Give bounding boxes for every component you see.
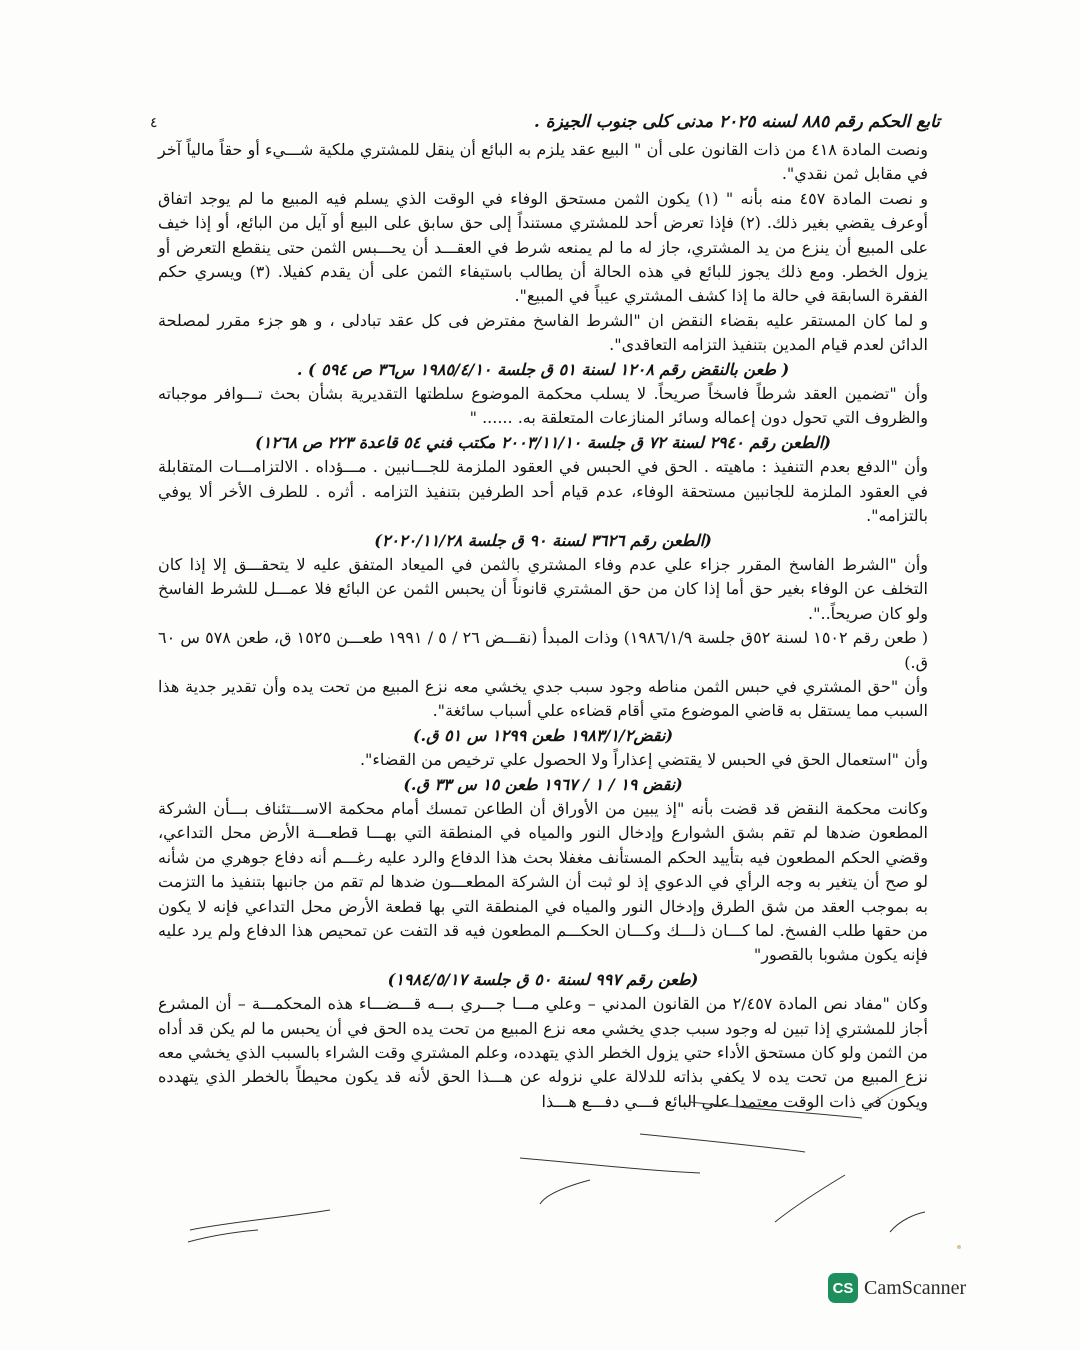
body-paragraph: و لما كان المستقر عليه بقضاء النقض ان "الشرط الفاسخ مفترض فى كل عقد تبادلى ، و هو جزء مقرر لمصلحة الدائن لعدم قيام المدين بتنفيذ التزامه التعاقدى". bbox=[158, 310, 928, 355]
document-body bbox=[158, 138, 928, 1114]
citation-line: (طعن رقم ٩٩٧ لسنة ٥٠ ق جلسة ١٩٨٤/٥/١٧) bbox=[387, 969, 699, 989]
body-paragraph: و نصت المادة ٤٥٧ منه بأنه " (١) يكون الثمن مستحق الوفاء في الوقت الذي يسلم فيه المبيع ما لم يوجد اتفاق أوعرف يقضي بغير ذلك. (٢) فإذا تعرض أحد للمشتري مستنداً إلى حق سابق على البيع أو آيل من البائع، أو إذا خيف على المبيع أن ينزع من يد المشتري، جاز له ما لم يمنعه شرط في العقـــد أن يحـــبس الثمن حتى ينقطع التعرض أو يزول الخطر. ومع ذلك يجوز للبائع في هذه الحالة أن يطالب باستيفاء الثمن على أن يقدم كفيلا. (٣) ويسري حكم الفقرة السابقة في حالة ما إذا كشف المشتري عيباً في المبيع". bbox=[158, 188, 929, 306]
body-paragraph: وأن "الدفع بعدم التنفيذ : ماهيته . الحق في الحبس في العقود الملزمة للجـــانبين . مـــؤداه . الالتزامـــات المتقابلة في العقود الملزمة للجانبين مستحقة الوفاء، عدم قيام أحد الطرفين بتنفيذ التزامه . أثره . للطرف الأخر ألا يوفي بالتزامه". bbox=[158, 457, 929, 526]
body-paragraph: ( طعن رقم ١٥٠٢ لسنة ٥٢ق جلسة ١٩٨٦/١/٩) وذات المبدأ (نقـــض ٢٦ / ٥ / ١٩٩١ طعـــن ١٥٢٥ ق، طعن ٥٧٨ س ٦٠ ق.) bbox=[158, 628, 929, 672]
body-paragraph: وأن "تضمين العقد شرطاً فاسخاً صريحاً. لا يسلب محكمة الموضوع سلطتها التقديرية بشأن بحث تـــوافر موجباته والظروف التي تحول دون إعماله وسائر المنازعات المتعلقة به. ...... " bbox=[158, 384, 929, 428]
citation-line: (الطعن رقم ٣٦٢٦ لسنة ٩٠ ق جلسة ٢٠٢٠/١١/٢٨) bbox=[374, 530, 712, 550]
camscanner-watermark bbox=[828, 1272, 966, 1304]
body-paragraph: ونصت المادة ٤١٨ من ذات القانون على أن " البيع عقد يلزم به البائع أن ينقل للمشتري ملكية شـــيء أو حقاً مالياً آخر في مقابل ثمن نقدي". bbox=[158, 140, 929, 184]
camscanner-logo-icon: CS bbox=[828, 1273, 858, 1303]
citation-line: ( طعن بالنقض رقم ١٢٠٨ لسنة ٥١ ق جلسة ١٩٨٥/٤/١٠ س٣٦ ص ٥٩٤ ) . bbox=[296, 359, 790, 379]
body-paragraph: وأن "استعمال الحق في الحبس لا يقتضي إعذاراً ولا الحصول علي ترخيص من القضاء". bbox=[359, 750, 928, 770]
body-paragraph: وأن "حق المشتري في حبس الثمن مناطه وجود سبب جدي يخشي معه نزع المبيع من تحت يده وأن تقدير جدية هذا السبب مما يستقل به قاضي الموضوع متي أقام قضاءه علي أسباب سائغة". bbox=[158, 676, 929, 721]
camscanner-label: CamScanner bbox=[864, 1276, 967, 1299]
page-header bbox=[150, 112, 940, 132]
page-number: ٤ bbox=[150, 115, 158, 131]
body-paragraph: وكانت محكمة النقض قد قضت بأنه "إذ يبين من الأوراق أن الطاعن تمسك أمام محكمة الاســـتئناف بـــأن الشركة المطعون ضدها لم تقم بشق الشوارع وإدخال النور والمياه في المنطقة التي بهـــا قطعـــة الأرض محل التداعي، وقضي الحكم المطعون فيه بتأييد الحكم المستأنف مغفلا بحث هذا الدفاع والرد عليه رغـــم أنه دفاع جوهري من شأنه لو صح أن يتغير به وجه الرأي في الدعوي إذ لو ثبت أن الشركة المطعـــون ضدها لم تقم من جانبها بتنفيذ ما التزمت به بموجب العقد من شق الطرق وإدخال النور والمياه في المنطقة التي بها قطعة الأرض محل التداعي فإنه لا يكون من حقها طلب الفسخ. لما كـــان ذلـــك وكـــان الحكـــم المطعون فيه قد التفت عن تمحيص هذا الدفاع ولم يرد عليه فإنه يكون مشوبا بالقصور" bbox=[158, 798, 929, 965]
citation-line: (نقض ١٩ / ١ / ١٩٦٧ طعن ١٥ س ٣٣ ق.) bbox=[403, 774, 683, 794]
citation-line: (نقض١٩٨٣/١/٢ طعن ١٢٩٩ س ٥١ ق.) bbox=[412, 725, 674, 745]
scan-speck bbox=[957, 1245, 961, 1249]
body-paragraph: وكان "مفاد نص المادة ٢/٤٥٧ من القانون المدني – وعلي مـــا جـــري بـــه قـــضـــاء هذه المحكمـــة – أن المشرع أجاز للمشتري إذا تبين له وجود سبب جدي يخشي معه نزع المبيع من تحت يده الحق في أن يحبس ما لم يكن قد أداه من الثمن ولو كان مستحق الأداء حتي يزول الخطر الذي يتهدده، وعلم المشتري وقت الشراء بالسبب الذي يخشي معه نزع المبيع من تحت يده لا يكفي بذاته للدلالة علي نزوله عن هـــذا الحق لأنه قد يكون محيطاً بالخطر الذي يتهدده ويكون في ذات الوقت معتمدا علي البائع فـــي دفـــع هـــذا bbox=[158, 994, 929, 1111]
body-paragraph: وأن "الشرط الفاسخ المقرر جزاء علي عدم وفاء المشتري بالثمن في الميعاد المتفق عليه لا يتحقـــق إلا إذا كان التخلف عن الوفاء بغير حق أما إذا كان من حق المشتري قانوناً أن يحبس الثمن عن البائع فلا عمـــل للشرط الفاسخ ولو كان صريحاً..". bbox=[158, 554, 929, 623]
header-title: تابع الحكم رقم ٨٨٥ لسنه ٢٠٢٥ مدنى كلى جنوب الجيزة . bbox=[533, 112, 940, 132]
citation-line: (الطعن رقم ٢٩٤٠ لسنة ٧٢ ق جلسة ٢٠٠٣/١١/١٠ مكتب فني ٥٤ قاعدة ٢٢٣ ص ١٢٦٨) bbox=[255, 432, 831, 452]
